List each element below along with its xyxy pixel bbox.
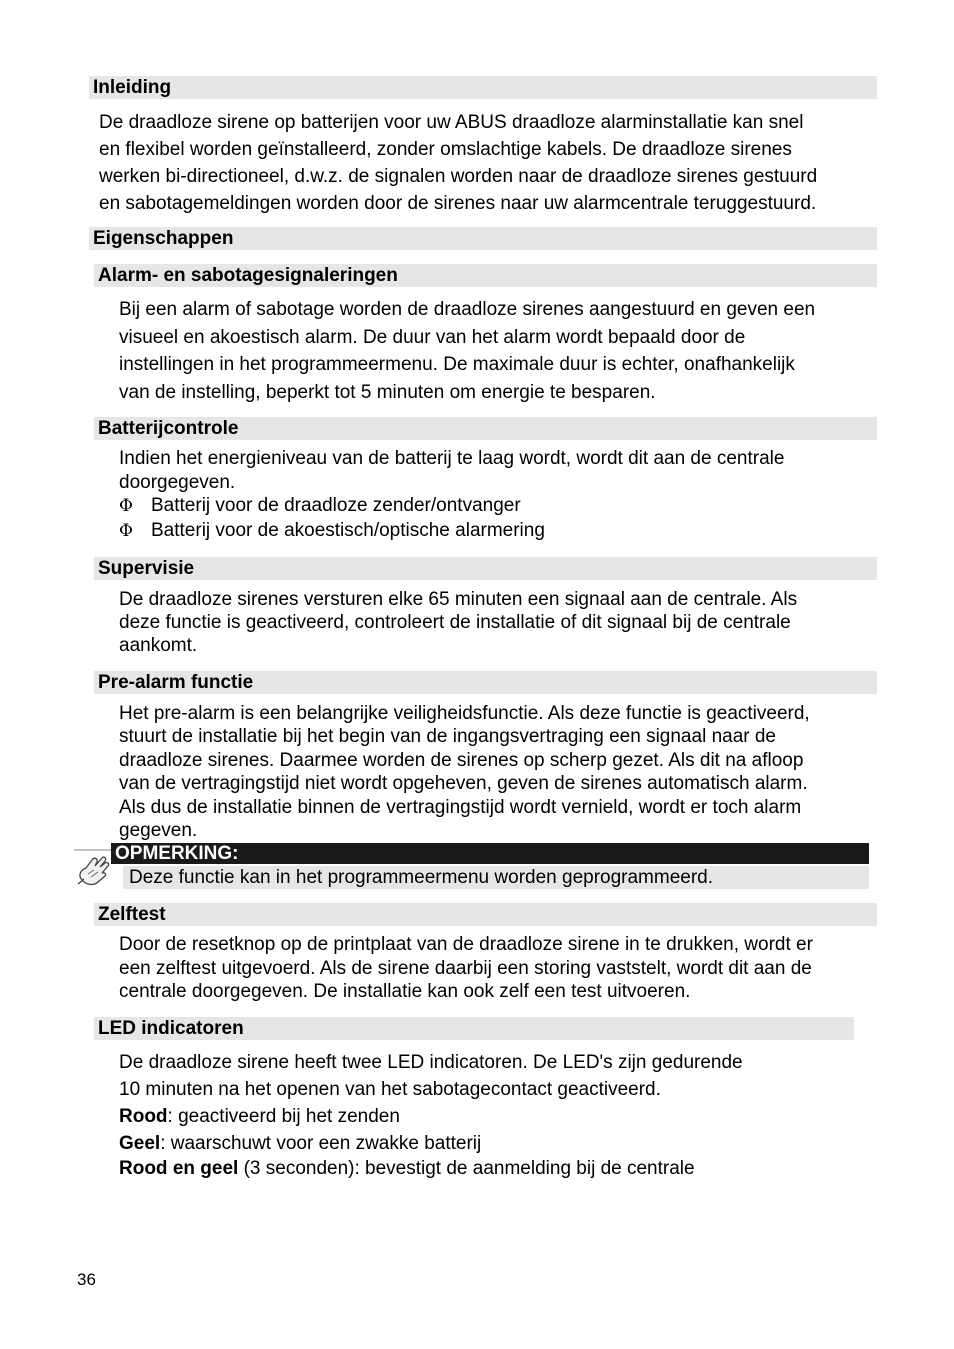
text-line: Indien het energieniveau van de batterij te laag wordt, wordt dit aan de centrale xyxy=(119,448,785,469)
heading-zelftest: Zelftest xyxy=(94,903,877,926)
paragraph-zelftest xyxy=(119,933,813,1004)
text-line: De draadloze sirene heeft twee LED indicatoren. De LED's zijn gedurende xyxy=(119,1052,743,1073)
paragraph-supervisie xyxy=(119,588,797,657)
paragraph-inleiding xyxy=(99,109,817,217)
text-line: instellingen in het programmeermenu. De maximale duur is echter, onafhankelijk xyxy=(119,354,795,375)
heading-supervisie: Supervisie xyxy=(94,557,877,580)
heading-alarm: Alarm- en sabotagesignaleringen xyxy=(94,264,877,287)
led-desc: : geactiveerd bij het zenden xyxy=(167,1106,400,1127)
text-line: gegeven. xyxy=(119,820,198,842)
bullet-icon: Φ xyxy=(119,496,133,516)
list-item xyxy=(119,519,784,544)
text-line: deze functie is geactiveerd, controleert de installatie of dit signaal bij de centrale xyxy=(119,612,791,633)
text-line: draadloze sirenes. Daarmee worden de sirenes op scherp gezet. Als dit na afloop xyxy=(119,749,804,771)
text-line: Bij een alarm of sabotage worden de draadloze sirenes aangestuurd en geven een xyxy=(119,299,816,320)
text-line: Het pre-alarm is een belangrijke veiligheidsfunctie. Als deze functie is geactiveerd, xyxy=(119,703,810,724)
paragraph-batterijcontrole xyxy=(119,447,784,543)
led-item-yellow xyxy=(119,1130,743,1158)
note-text: Deze functie kan in het programmeermenu worden geprogrammeerd. xyxy=(123,866,869,889)
led-item-red xyxy=(119,1103,743,1130)
text-line: centrale doorgegeven. De installatie kan ook zelf een test uitvoeren. xyxy=(119,981,691,1003)
heading-batterijcontrole: Batterijcontrole xyxy=(94,417,877,440)
list-item xyxy=(119,494,784,519)
led-item-red-yellow xyxy=(119,1158,743,1180)
note-hand-icon xyxy=(74,846,114,888)
led-label: Rood xyxy=(119,1106,168,1127)
list-item-text: Batterij voor de draadloze zender/ontvanger xyxy=(151,495,521,516)
text-line: 10 minuten na het openen van het sabotagecontact geactiveerd. xyxy=(119,1079,661,1100)
text-line: aankomt. xyxy=(119,635,198,656)
paragraph-led xyxy=(119,1049,743,1180)
text-line: van de instelling, beperkt tot 5 minuten om energie te besparen. xyxy=(119,381,656,403)
heading-prealarm: Pre-alarm functie xyxy=(94,671,877,694)
text-line: Als dus de installatie binnen de vertragingstijd wordt vernield, wordt er toch alarm xyxy=(119,796,802,818)
text-line: De draadloze sirenes versturen elke 65 minuten een signaal aan de centrale. Als xyxy=(119,589,798,610)
text-line: en sabotagemeldingen worden door de sirenes naar uw alarmcentrale teruggestuurd. xyxy=(99,193,817,214)
led-desc: : waarschuwt voor een zwakke batterij xyxy=(160,1133,482,1154)
bullet-icon: Φ xyxy=(119,520,133,541)
text-line: Door de resetknop op de printplaat van de draadloze sirene in te drukken, wordt er xyxy=(119,934,813,955)
heading-inleiding: Inleiding xyxy=(89,76,877,99)
led-label: Rood en geel xyxy=(119,1158,239,1179)
text-line: van de vertragingstijd niet wordt opgeheven, geven de sirenes automatisch alarm. xyxy=(119,773,808,795)
heading-led: LED indicatoren xyxy=(94,1017,854,1040)
paragraph-prealarm xyxy=(119,702,810,842)
led-desc: (3 seconden): bevestigt de aanmelding bij de centrale xyxy=(238,1158,695,1179)
text-line: De draadloze sirene op batterijen voor uw ABUS draadloze alarminstallatie kan snel xyxy=(99,112,804,133)
text-line: een zelftest uitgevoerd. Als de sirene daarbij een storing vaststelt, wordt dit aan de xyxy=(119,957,812,979)
text-line: visueel en akoestisch alarm. De duur van het alarm wordt bepaald door de xyxy=(119,326,746,348)
text-line: stuurt de installatie bij het begin van de ingangsvertraging een signaal naar de xyxy=(119,726,777,748)
paragraph-alarm xyxy=(119,296,815,406)
text-line: doorgegeven. xyxy=(119,471,236,493)
note-heading: OPMERKING: xyxy=(111,843,869,864)
page-number: 36 xyxy=(77,1270,96,1289)
heading-eigenschappen: Eigenschappen xyxy=(89,227,877,250)
led-label: Geel xyxy=(119,1133,161,1154)
text-line: werken bi-directioneel, d.w.z. de signalen worden naar de draadloze sirenes gestuurd xyxy=(99,166,818,187)
list-item-text: Batterij voor de akoestisch/optische alarmering xyxy=(151,519,545,541)
text-line: en flexibel worden geïnstalleerd, zonder omslachtige kabels. De draadloze sirenes xyxy=(99,139,792,160)
